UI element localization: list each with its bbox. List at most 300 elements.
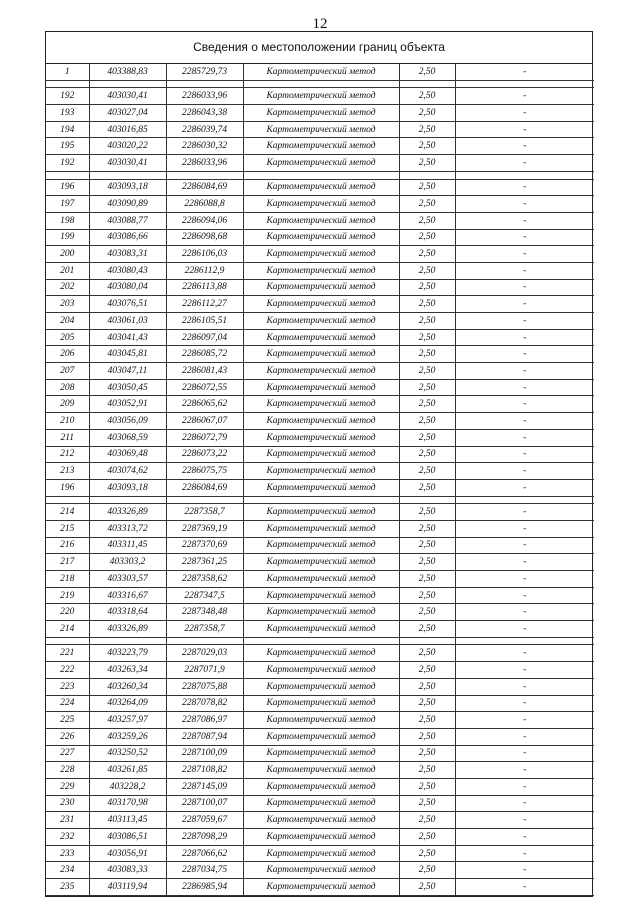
method-cell: Картометрический метод [243,712,399,729]
point-number-cell: 200 [46,246,89,263]
precision-cell: 2,50 [399,88,455,105]
separator-cell [89,171,166,179]
y-coordinate-cell: 2286088,8 [166,196,243,213]
precision-cell: 2,50 [399,196,455,213]
y-coordinate-cell: 2287029,03 [166,645,243,662]
separator-cell [455,80,594,88]
x-coordinate-cell: 403313,72 [89,520,166,537]
group-separator-row [46,637,594,645]
x-coordinate-cell: 403093,18 [89,479,166,496]
method-cell: Картометрический метод [243,571,399,588]
precision-cell: 2,50 [399,379,455,396]
table-row [46,446,594,463]
table-row [46,179,594,196]
x-coordinate-cell: 403223,79 [89,645,166,662]
description-cell: - [455,845,594,862]
point-number-cell: 196 [46,179,89,196]
table-row [46,745,594,762]
method-cell: Картометрический метод [243,105,399,122]
y-coordinate-cell: 2286030,32 [166,138,243,155]
description-cell: - [455,795,594,812]
table-row [46,537,594,554]
method-cell: Картометрический метод [243,812,399,829]
table-row [46,363,594,380]
group-separator-row [46,171,594,179]
x-coordinate-cell: 403326,89 [89,621,166,638]
x-coordinate-cell: 403050,45 [89,379,166,396]
y-coordinate-cell: 2286112,27 [166,296,243,313]
description-cell: - [455,778,594,795]
table-row [46,346,594,363]
description-cell: - [455,571,594,588]
y-coordinate-cell: 2286985,94 [166,879,243,896]
precision-cell: 2,50 [399,64,455,80]
x-coordinate-cell: 403080,43 [89,262,166,279]
point-number-cell: 202 [46,279,89,296]
method-cell: Картометрический метод [243,246,399,263]
description-cell: - [455,196,594,213]
group-separator-row [46,496,594,504]
x-coordinate-cell: 403088,77 [89,212,166,229]
table-row [46,678,594,695]
method-cell: Картометрический метод [243,446,399,463]
separator-cell [399,171,455,179]
x-coordinate-cell: 403020,22 [89,138,166,155]
precision-cell: 2,50 [399,246,455,263]
point-number-cell: 218 [46,571,89,588]
precision-cell: 2,50 [399,121,455,138]
method-cell: Картометрический метод [243,64,399,80]
precision-cell: 2,50 [399,554,455,571]
method-cell: Картометрический метод [243,88,399,105]
description-cell: - [455,604,594,621]
y-coordinate-cell: 2286033,96 [166,155,243,172]
precision-cell: 2,50 [399,587,455,604]
y-coordinate-cell: 2286112,9 [166,262,243,279]
precision-cell: 2,50 [399,645,455,662]
precision-cell: 2,50 [399,571,455,588]
y-coordinate-cell: 2287075,88 [166,678,243,695]
x-coordinate-cell: 403068,59 [89,429,166,446]
separator-cell [166,171,243,179]
description-cell: - [455,179,594,196]
separator-cell [243,171,399,179]
x-coordinate-cell: 403250,52 [89,745,166,762]
point-number-cell: 196 [46,479,89,496]
coordinates-table [46,64,594,896]
point-number-cell: 198 [46,212,89,229]
description-cell: - [455,829,594,846]
x-coordinate-cell: 403069,48 [89,446,166,463]
x-coordinate-cell: 403030,41 [89,155,166,172]
description-cell: - [455,121,594,138]
separator-cell [46,80,89,88]
point-number-cell: 195 [46,138,89,155]
x-coordinate-cell: 403086,66 [89,229,166,246]
separator-cell [243,637,399,645]
description-cell: - [455,728,594,745]
precision-cell: 2,50 [399,155,455,172]
precision-cell: 2,50 [399,520,455,537]
point-number-cell: 215 [46,520,89,537]
x-coordinate-cell: 403083,31 [89,246,166,263]
y-coordinate-cell: 2286067,07 [166,413,243,430]
page-number: 12 [312,16,328,32]
method-cell: Картометрический метод [243,396,399,413]
point-number-cell: 207 [46,363,89,380]
point-number-cell: 228 [46,762,89,779]
table-row [46,329,594,346]
x-coordinate-cell: 403318,64 [89,604,166,621]
table-row [46,829,594,846]
description-cell: - [455,479,594,496]
separator-cell [243,80,399,88]
separator-cell [399,496,455,504]
separator-cell [46,171,89,179]
point-number-cell: 194 [46,121,89,138]
x-coordinate-cell: 403080,04 [89,279,166,296]
y-coordinate-cell: 2287059,67 [166,812,243,829]
point-number-cell: 211 [46,429,89,446]
table-row [46,88,594,105]
method-cell: Картометрический метод [243,313,399,330]
x-coordinate-cell: 403228,2 [89,778,166,795]
y-coordinate-cell: 2286085,72 [166,346,243,363]
point-number-cell: 232 [46,829,89,846]
x-coordinate-cell: 403257,97 [89,712,166,729]
precision-cell: 2,50 [399,296,455,313]
description-cell: - [455,262,594,279]
precision-cell: 2,50 [399,429,455,446]
method-cell: Картометрический метод [243,329,399,346]
description-cell: - [455,762,594,779]
description-cell: - [455,537,594,554]
method-cell: Картометрический метод [243,778,399,795]
separator-cell [399,637,455,645]
description-cell: - [455,678,594,695]
method-cell: Картометрический метод [243,196,399,213]
description-cell: - [455,379,594,396]
method-cell: Картометрический метод [243,155,399,172]
y-coordinate-cell: 2287370,69 [166,537,243,554]
point-number-cell: 213 [46,463,89,480]
precision-cell: 2,50 [399,795,455,812]
y-coordinate-cell: 2287034,75 [166,862,243,879]
description-cell: - [455,463,594,480]
separator-cell [455,496,594,504]
x-coordinate-cell: 403047,11 [89,363,166,380]
point-number-cell: 199 [46,229,89,246]
point-number-cell: 205 [46,329,89,346]
x-coordinate-cell: 403052,91 [89,396,166,413]
table-row [46,662,594,679]
point-number-cell: 234 [46,862,89,879]
y-coordinate-cell: 2286073,22 [166,446,243,463]
y-coordinate-cell: 2286081,43 [166,363,243,380]
table-row [46,121,594,138]
x-coordinate-cell: 403388,83 [89,64,166,80]
point-number-cell: 231 [46,812,89,829]
method-cell: Картометрический метод [243,829,399,846]
point-number-cell: 204 [46,313,89,330]
precision-cell: 2,50 [399,712,455,729]
y-coordinate-cell: 2287086,97 [166,712,243,729]
y-coordinate-cell: 2286043,38 [166,105,243,122]
table-row [46,105,594,122]
description-cell: - [455,212,594,229]
precision-cell: 2,50 [399,279,455,296]
description-cell: - [455,88,594,105]
precision-cell: 2,50 [399,778,455,795]
table-row [46,262,594,279]
method-cell: Картометрический метод [243,179,399,196]
precision-cell: 2,50 [399,728,455,745]
description-cell: - [455,105,594,122]
y-coordinate-cell: 2287100,07 [166,795,243,812]
y-coordinate-cell: 2286084,69 [166,179,243,196]
x-coordinate-cell: 403303,57 [89,571,166,588]
x-coordinate-cell: 403083,33 [89,862,166,879]
table-row [46,196,594,213]
table-row [46,138,594,155]
description-cell: - [455,554,594,571]
table-row [46,296,594,313]
point-number-cell: 229 [46,778,89,795]
table-row [46,879,594,896]
point-number-cell: 220 [46,604,89,621]
separator-cell [243,496,399,504]
table-row [46,554,594,571]
method-cell: Картометрический метод [243,537,399,554]
table-row [46,279,594,296]
y-coordinate-cell: 2287108,82 [166,762,243,779]
method-cell: Картометрический метод [243,262,399,279]
method-cell: Картометрический метод [243,762,399,779]
method-cell: Картометрический метод [243,346,399,363]
description-cell: - [455,520,594,537]
x-coordinate-cell: 403027,04 [89,105,166,122]
y-coordinate-cell: 2287348,48 [166,604,243,621]
point-number-cell: 197 [46,196,89,213]
separator-cell [455,637,594,645]
method-cell: Картометрический метод [243,121,399,138]
description-cell: - [455,695,594,712]
method-cell: Картометрический метод [243,645,399,662]
description-cell: - [455,504,594,521]
description-cell: - [455,138,594,155]
table-row [46,479,594,496]
point-number-cell: 223 [46,678,89,695]
description-cell: - [455,587,594,604]
y-coordinate-cell: 2287087,94 [166,728,243,745]
description-cell: - [455,64,594,80]
precision-cell: 2,50 [399,262,455,279]
table-row [46,429,594,446]
description-cell: - [455,429,594,446]
precision-cell: 2,50 [399,678,455,695]
method-cell: Картометрический метод [243,695,399,712]
method-cell: Картометрический метод [243,745,399,762]
table-row [46,862,594,879]
description-cell: - [455,645,594,662]
table-row [46,64,594,80]
x-coordinate-cell: 403264,09 [89,695,166,712]
x-coordinate-cell: 403076,51 [89,296,166,313]
y-coordinate-cell: 2287358,62 [166,571,243,588]
table-row [46,571,594,588]
precision-cell: 2,50 [399,829,455,846]
table-row [46,812,594,829]
method-cell: Картометрический метод [243,845,399,862]
description-cell: - [455,346,594,363]
description-cell: - [455,621,594,638]
point-number-cell: 193 [46,105,89,122]
precision-cell: 2,50 [399,812,455,829]
y-coordinate-cell: 2286113,88 [166,279,243,296]
point-number-cell: 192 [46,88,89,105]
point-number-cell: 216 [46,537,89,554]
precision-cell: 2,50 [399,446,455,463]
boundary-table-sheet [45,31,593,897]
point-number-cell: 210 [46,413,89,430]
x-coordinate-cell: 403093,18 [89,179,166,196]
table-row [46,712,594,729]
x-coordinate-cell: 403056,09 [89,413,166,430]
point-number-cell: 201 [46,262,89,279]
precision-cell: 2,50 [399,604,455,621]
precision-cell: 2,50 [399,479,455,496]
point-number-cell: 1 [46,64,89,80]
group-separator-row [46,80,594,88]
separator-cell [46,637,89,645]
precision-cell: 2,50 [399,329,455,346]
y-coordinate-cell: 2286106,03 [166,246,243,263]
x-coordinate-cell: 403074,62 [89,463,166,480]
precision-cell: 2,50 [399,621,455,638]
y-coordinate-cell: 2287145,09 [166,778,243,795]
precision-cell: 2,50 [399,762,455,779]
precision-cell: 2,50 [399,313,455,330]
x-coordinate-cell: 403170,98 [89,795,166,812]
description-cell: - [455,745,594,762]
method-cell: Картометрический метод [243,429,399,446]
y-coordinate-cell: 2286094,06 [166,212,243,229]
x-coordinate-cell: 403259,26 [89,728,166,745]
description-cell: - [455,712,594,729]
description-cell: - [455,246,594,263]
method-cell: Картометрический метод [243,279,399,296]
precision-cell: 2,50 [399,346,455,363]
method-cell: Картометрический метод [243,604,399,621]
x-coordinate-cell: 403260,34 [89,678,166,695]
method-cell: Картометрический метод [243,879,399,896]
table-row [46,587,594,604]
y-coordinate-cell: 2286075,75 [166,463,243,480]
description-cell: - [455,296,594,313]
point-number-cell: 219 [46,587,89,604]
precision-cell: 2,50 [399,396,455,413]
method-cell: Картометрический метод [243,363,399,380]
method-cell: Картометрический метод [243,379,399,396]
precision-cell: 2,50 [399,845,455,862]
y-coordinate-cell: 2287071,9 [166,662,243,679]
point-number-cell: 214 [46,504,89,521]
x-coordinate-cell: 403090,89 [89,196,166,213]
point-number-cell: 225 [46,712,89,729]
precision-cell: 2,50 [399,413,455,430]
point-number-cell: 227 [46,745,89,762]
description-cell: - [455,363,594,380]
point-number-cell: 222 [46,662,89,679]
separator-cell [455,171,594,179]
y-coordinate-cell: 2287358,7 [166,621,243,638]
y-coordinate-cell: 2286072,55 [166,379,243,396]
table-row [46,645,594,662]
table-row [46,621,594,638]
table-row [46,604,594,621]
precision-cell: 2,50 [399,212,455,229]
x-coordinate-cell: 403016,85 [89,121,166,138]
method-cell: Картометрический метод [243,229,399,246]
table-row [46,520,594,537]
point-number-cell: 192 [46,155,89,172]
table-row [46,396,594,413]
precision-cell: 2,50 [399,179,455,196]
table-row [46,413,594,430]
separator-cell [166,637,243,645]
y-coordinate-cell: 2286105,51 [166,313,243,330]
y-coordinate-cell: 2286098,68 [166,229,243,246]
point-number-cell: 230 [46,795,89,812]
point-number-cell: 209 [46,396,89,413]
separator-cell [89,80,166,88]
method-cell: Картометрический метод [243,504,399,521]
x-coordinate-cell: 403326,89 [89,504,166,521]
y-coordinate-cell: 2286039,74 [166,121,243,138]
precision-cell: 2,50 [399,504,455,521]
y-coordinate-cell: 2287098,29 [166,829,243,846]
x-coordinate-cell: 403030,41 [89,88,166,105]
point-number-cell: 217 [46,554,89,571]
description-cell: - [455,413,594,430]
method-cell: Картометрический метод [243,862,399,879]
y-coordinate-cell: 2287100,09 [166,745,243,762]
separator-cell [89,637,166,645]
x-coordinate-cell: 403261,85 [89,762,166,779]
description-cell: - [455,279,594,296]
point-number-cell: 203 [46,296,89,313]
precision-cell: 2,50 [399,537,455,554]
table-row [46,795,594,812]
x-coordinate-cell: 403263,34 [89,662,166,679]
method-cell: Картометрический метод [243,463,399,480]
precision-cell: 2,50 [399,745,455,762]
description-cell: - [455,662,594,679]
method-cell: Картометрический метод [243,413,399,430]
method-cell: Картометрический метод [243,296,399,313]
y-coordinate-cell: 2287078,82 [166,695,243,712]
description-cell: - [455,396,594,413]
precision-cell: 2,50 [399,662,455,679]
point-number-cell: 233 [46,845,89,862]
point-number-cell: 214 [46,621,89,638]
table-row [46,212,594,229]
method-cell: Картометрический метод [243,795,399,812]
point-number-cell: 208 [46,379,89,396]
precision-cell: 2,50 [399,862,455,879]
point-number-cell: 206 [46,346,89,363]
table-row [46,379,594,396]
